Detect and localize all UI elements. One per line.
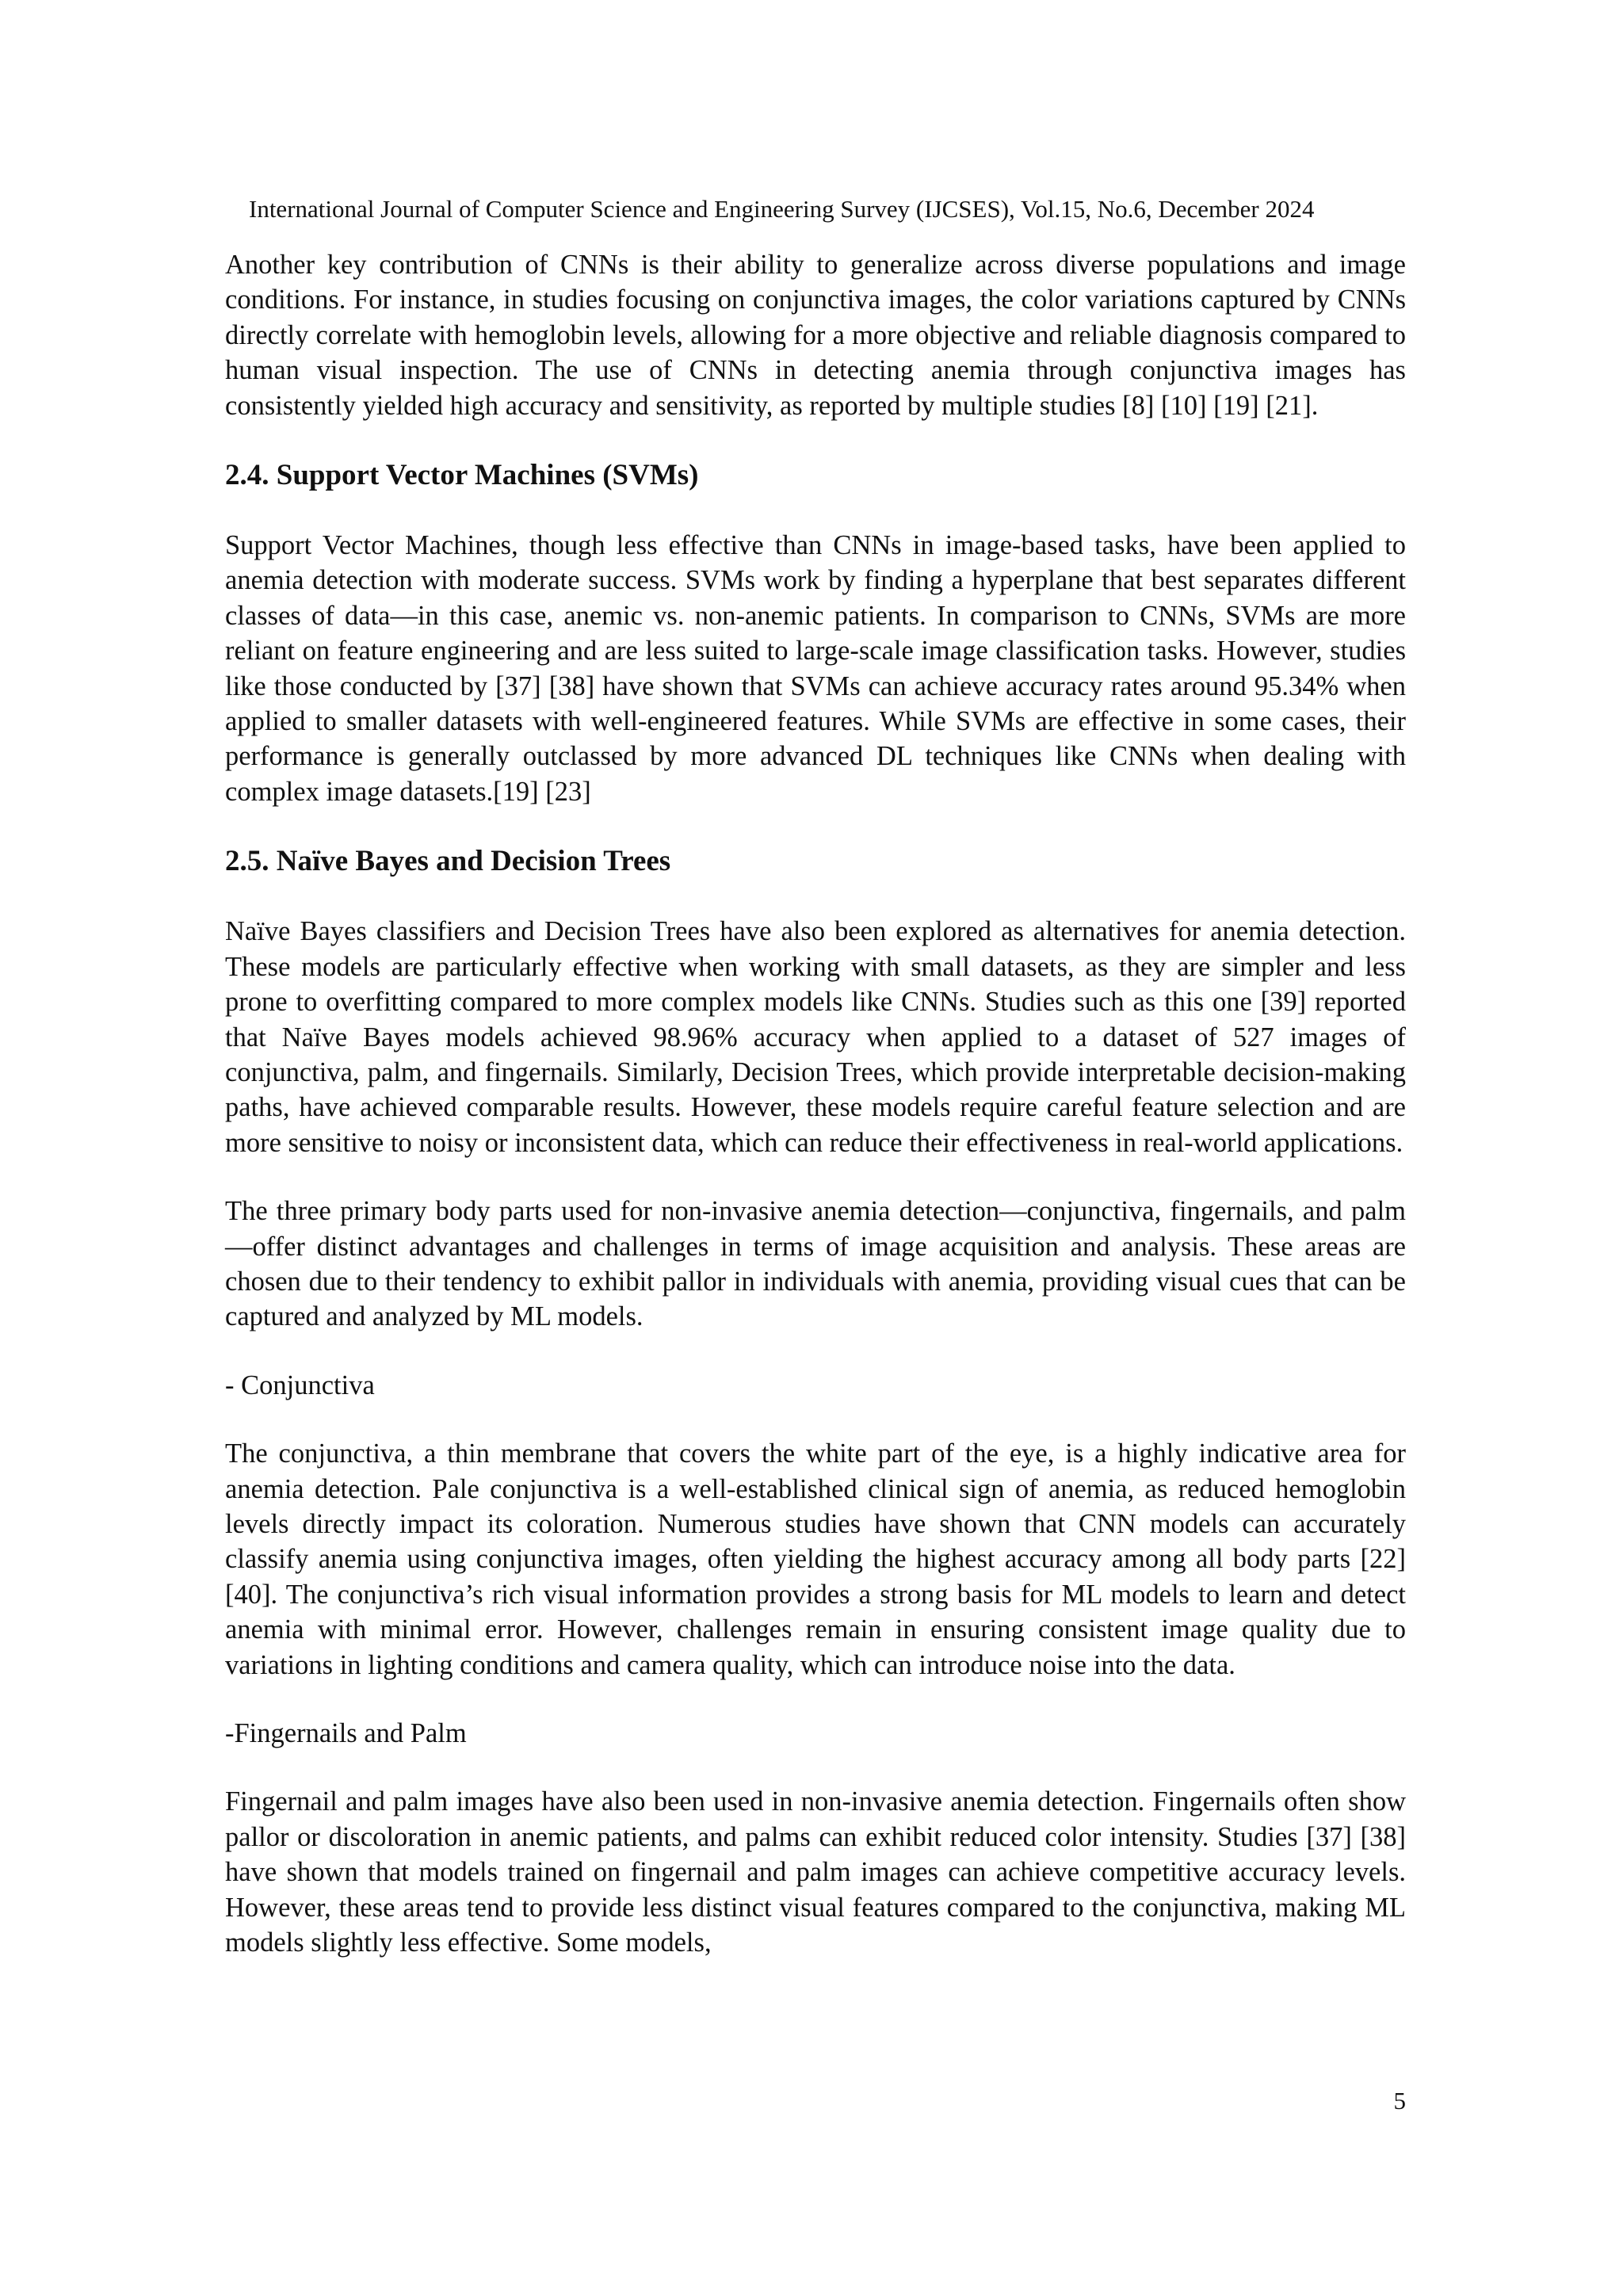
journal-header: International Journal of Computer Science and Engineering Survey (IJCSES), Vol.15, No.6, December 2024 (249, 195, 1315, 223)
conjunctiva-label: - Conjunctiva (225, 1370, 375, 1400)
page-number: 5 (1393, 2087, 1406, 2115)
body-parts-paragraph: The three primary body parts used for non-invasive anemia detection—conjunctiva, fingernails, and palm—offer distinct advantages and challenges in terms of image acquisition and analysis. These areas are chosen due to their tendency to exhibit pallor in individuals with anemia, providing visual cues that can be captured and analyzed by ML models. (225, 1196, 1406, 1332)
fingernails-palm-label: -Fingernails and Palm (225, 1718, 467, 1748)
section-heading-naive-bayes: 2.5. Naïve Bayes and Decision Trees (225, 845, 671, 878)
svm-paragraph: Support Vector Machines, though less effective than CNNs in image-based tasks, have been applied to anemia detection with moderate success. SVMs work by finding a hyperplane that best separates different classes of data—in this case, anemic vs. non-anemic patients. In comparison to CNNs, SVMs are more reliant on feature engineering and are less suited to large-scale image classification tasks. However, studies like those conducted by [37] [38] have shown that SVMs can achieve accuracy rates around 95.34% when applied to smaller datasets with well-engineered features. While SVMs are effective in some cases, their performance is generally outclassed by more advanced DL techniques like CNNs when dealing with complex image datasets.[19] [23] (225, 530, 1406, 807)
fingernails-palm-paragraph: Fingernail and palm images have also been used in non-invasive anemia detection. Fingernails often show pallor or discoloration in anemic patients, and palms can exhibit reduced color intensity. Studies [37] [38] have shown that models trained on fingernail and palm images can achieve competitive accuracy levels. However, these areas tend to provide less distinct visual features compared to the conjunctiva, making ML models slightly less effective. Some models, (225, 1786, 1406, 1958)
page-body (225, 247, 1406, 1993)
intro-paragraph: Another key contribution of CNNs is their ability to generalize across diverse populations and image conditions. For instance, in studies focusing on conjunctiva images, the color variations captured by CNNs directly correlate with hemoglobin levels, allowing for a more objective and reliable diagnosis compared to human visual inspection. The use of CNNs in detecting anemia through conjunctiva images has consistently yielded high accuracy and sensitivity, as reported by multiple studies [8] [10] [19] [21]. (225, 250, 1406, 421)
naive-bayes-paragraph: Naïve Bayes classifiers and Decision Trees have also been explored as alternatives for anemia detection. These models are particularly effective when working with small datasets, as they are simpler and less prone to overfitting compared to more complex models like CNNs. Studies such as this one [39] reported that Naïve Bayes models achieved 98.96% accuracy when applied to a dataset of 527 images of conjunctiva, palm, and fingernails. Similarly, Decision Trees, which provide interpretable decision-making paths, have achieved comparable results. However, these models require careful feature selection and are more sensitive to noisy or inconsistent data, which can reduce their effectiveness in real-world applications. (225, 916, 1406, 1158)
conjunctiva-paragraph: The conjunctiva, a thin membrane that covers the white part of the eye, is a highly indicative area for anemia detection. Pale conjunctiva is a well-established clinical sign of anemia, as reduced hemoglobin levels directly impact its coloration. Numerous studies have shown that CNN models can accurately classify anemia using conjunctiva images, often yielding the highest accuracy among all body parts [22] [40]. The conjunctiva’s rich visual information provides a strong basis for ML models to learn and detect anemia with minimal error. However, challenges remain in ensuring consistent image quality due to variations in lighting conditions and camera quality, which can introduce noise into the data. (225, 1438, 1406, 1680)
section-heading-svm: 2.4. Support Vector Machines (SVMs) (225, 459, 699, 492)
